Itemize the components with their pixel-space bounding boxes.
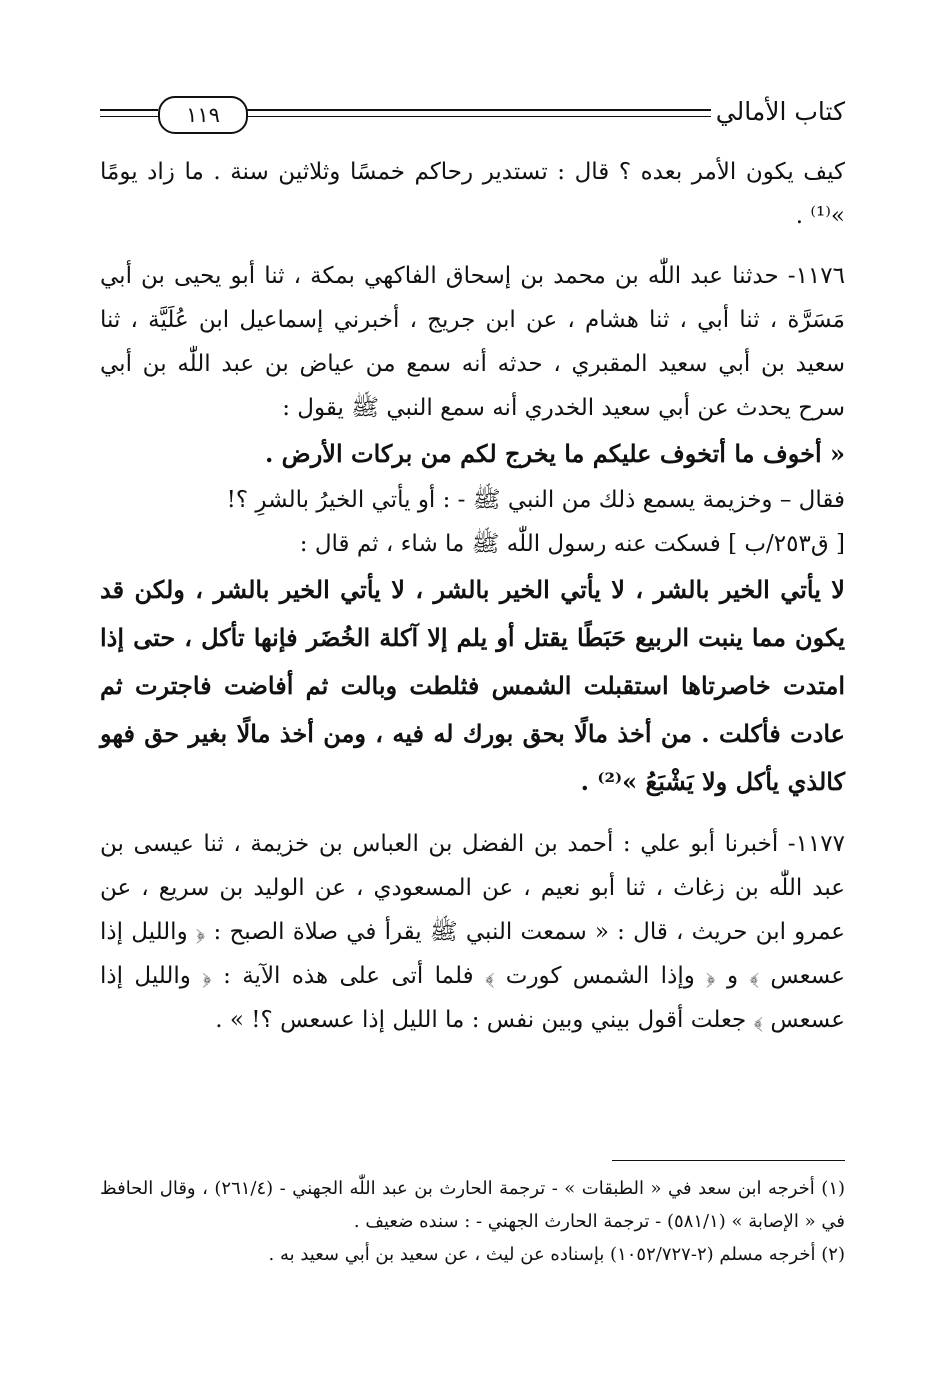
header-rule-middle-thin bbox=[246, 116, 711, 117]
hadith-quote: « أخوف ما أتخوف عليكم ما يخرج لكم من بركات الأرض . bbox=[264, 439, 845, 468]
running-header bbox=[100, 95, 845, 135]
footnote-2: (٢) أخرجه مسلم (٢-١٠٥٢/٧٢٧) بإسناده عن ليث ، عن سعيد بن أبي سعيد به . bbox=[268, 1244, 845, 1265]
main-text bbox=[100, 150, 845, 1042]
footnote-separator bbox=[612, 1160, 845, 1161]
header-rule-left-thin bbox=[100, 116, 158, 117]
header-rule-left bbox=[100, 109, 158, 111]
header-rule-middle bbox=[246, 109, 711, 111]
hadith-answer: لا يأتي الخير بالشر ، لا يأتي الخير بالشر ، لا يأتي الخير بالشر ، ولكن قد يكون مما ينبت الربيع حَبَطًا يقتل أو يلم إلا آكلة الخُضَر فإنها تأكل ، حتى إذا امتدت خاصرتاها استقبلت الشمس فثلطت وبالت ثم أفاضت فاجترت ثم عادت فأكلت . من أخذ مالًا بحق بورك له فيه ، ومن أخذ مالًا بغير حق فهو كالذي يأكل ولا يَشْبَعُ »⁽²⁾ . bbox=[100, 575, 845, 796]
footnotes bbox=[100, 1172, 845, 1271]
paragraph-khuzaymah: فقال – وخزيمة يسمع ذلك من النبي ﷺ - : أو يأتي الخيرُ بالشرِ ؟! bbox=[226, 487, 845, 513]
hadith-1177: ١١٧٧- أخبرنا أبو علي : أحمد بن الفضل بن العباس بن خزيمة ، ثنا عيسى بن عبد اللّٰه بن زغاث ، ثنا أبو نعيم ، عن المسعودي ، عن الوليد بن سريع ، عن عمرو ابن حريث ، قال : « سمعت النبي ﷺ يقرأ في صلاة الصبح : ﴿ والليل إذا عسعس ﴾ و ﴿ وإذا الشمس كورت ﴾ فلما أتى على هذه الآية : ﴿ والليل إذا عسعس ﴾ جعلت أقول بيني وبين نفس : ما الليل إذا عسعس ؟! » . bbox=[100, 831, 846, 1033]
paragraph-continuation: كيف يكون الأمر بعده ؟ قال : تستدير رحاكم خمسًا وثلاثين سنة . ما زاد يومًا »⁽¹⁾ . bbox=[100, 159, 845, 229]
footnote-1: (١) أخرجه ابن سعد في « الطبقات » - ترجمة الحارث بن عبد اللّٰه الجهني - (٢٦١/٤) ، وقال الحافظ في « الإصابة » (٥٨١/١) - ترجمة الحارث الجهني - : سنده ضعيف . bbox=[100, 1178, 846, 1232]
book-title: كتاب الأمالي bbox=[715, 97, 845, 126]
paragraph-manuscript-ref: [ ق٢٥٣/ب ] فسكت عنه رسول اللّٰه ﷺ ما شاء ، ثم قال : bbox=[299, 531, 845, 557]
page-number: ١١٩ bbox=[158, 96, 248, 134]
hadith-1176: ١١٧٦- حدثنا عبد اللّٰه بن محمد بن إسحاق الفاكهي بمكة ، ثنا أبو يحيى بن أبي مَسَرَّة ، ثنا أبي ، ثنا هشام ، عن ابن جريج ، أخبرني إسماعيل ابن عُلَيَّة ، ثنا سعيد بن أبي سعيد المقبري ، حدثه أنه سمع من عياض بن عبد اللّٰه بن أبي سرح يحدث عن أبي سعيد الخدري أنه سمع النبي ﷺ يقول : bbox=[100, 263, 845, 421]
